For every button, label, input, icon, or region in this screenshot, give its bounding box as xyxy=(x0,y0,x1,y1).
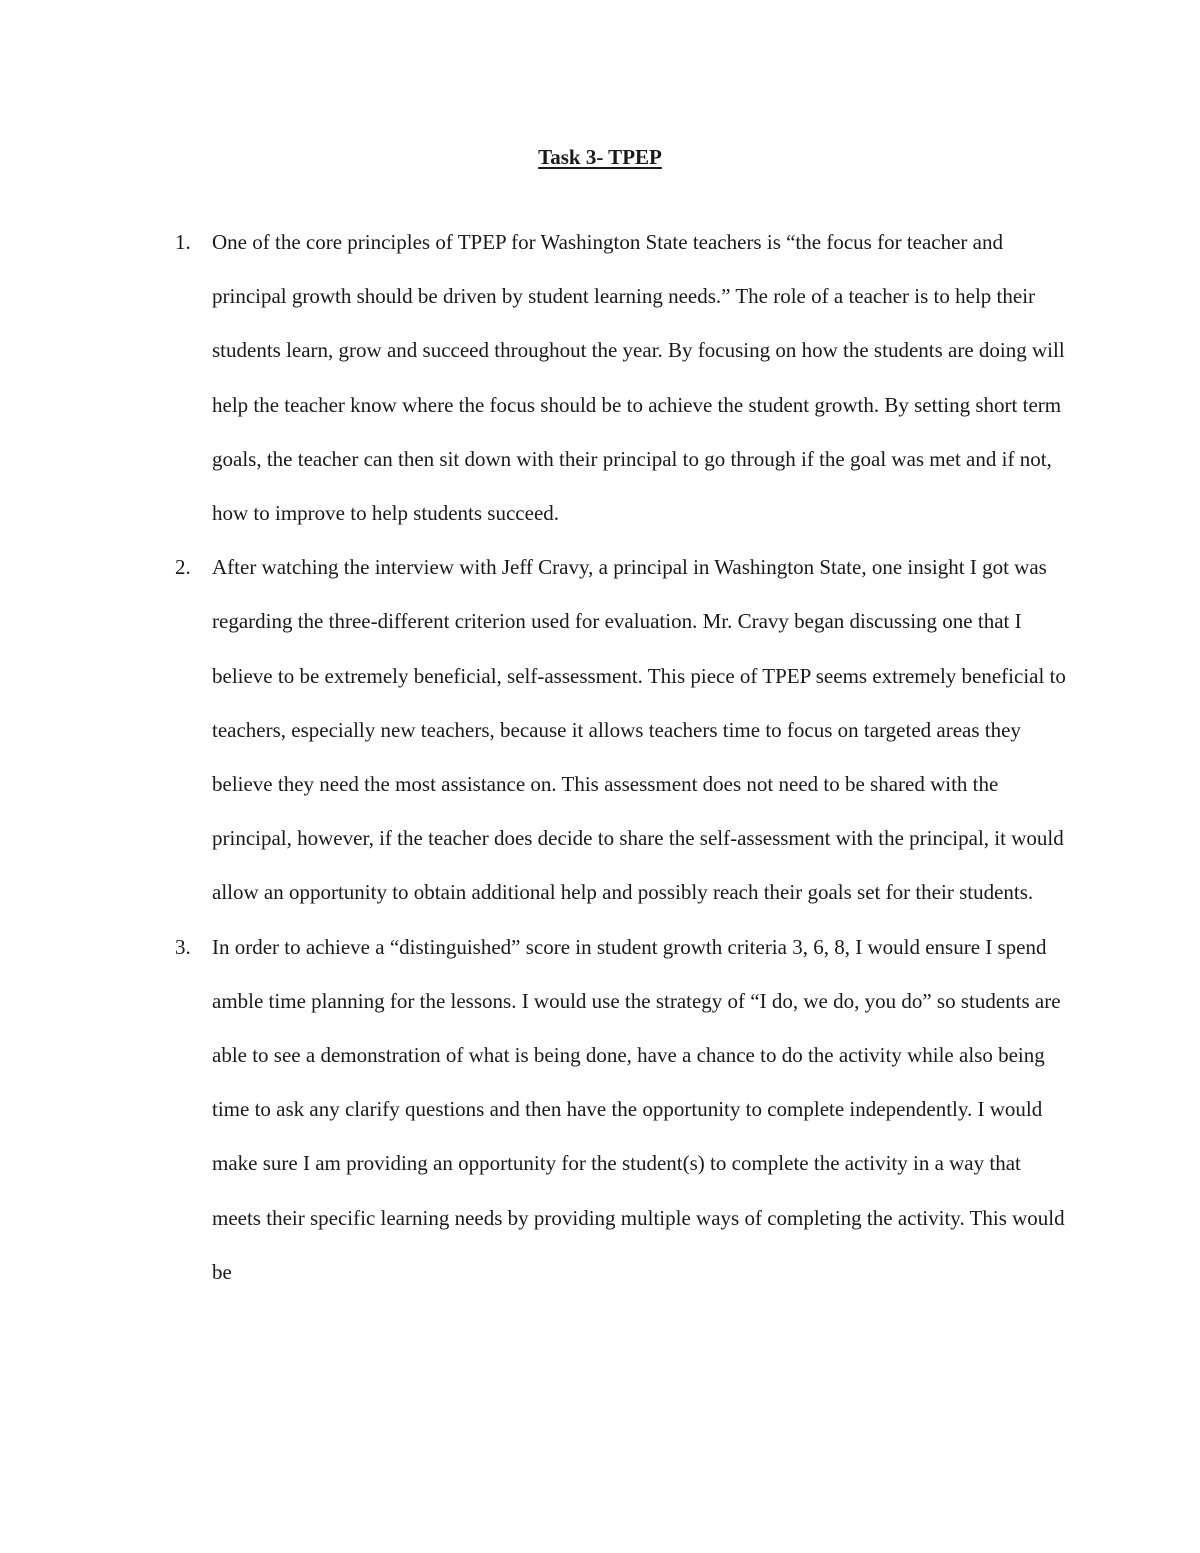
answer-paragraph: After watching the interview with Jeff Cravy, a principal in Washington State, one insight I got was regarding the three-different criterion used for evaluation. Mr. Cravy began discussing one that I believe to be extremely beneficial, self-assessment. This piece of TPEP seems extremely beneficial to teachers, especially new teachers, because it allows teachers time to focus on targeted areas they believe they need the most assistance on. This assessment does not need to be shared with the principal, however, if the teacher does decide to share the self-assessment with the principal, it would allow an opportunity to obtain additional help and possibly reach their goals set for their students. xyxy=(212,555,1066,905)
answer-list xyxy=(175,215,1068,1299)
answer-number: 3. xyxy=(175,934,191,959)
answer-paragraph: In order to achieve a “distinguished” score in student growth criteria 3, 6, 8, I would ensure I spend amble time planning for the lessons. I would use the strategy of “I do, we do, you do” so students are able to see a demonstration of what is being done, have a chance to do the activity while also being time to ask any clarify questions and then have the opportunity to complete independently. I would make sure I am providing an opportunity for the student(s) to complete the activity in a way that meets their specific learning needs by providing multiple ways of completing the activity. This would be xyxy=(212,934,1065,1284)
page-title: Task 3- TPEP xyxy=(538,145,662,169)
list-item-answer-3 xyxy=(175,920,1068,1299)
answer-number: 2. xyxy=(175,555,191,580)
list-item-answer-2 xyxy=(175,540,1068,919)
list-item-answer-1 xyxy=(175,215,1068,540)
answer-paragraph: One of the core principles of TPEP for Washington State teachers is “the focus for teacher and principal growth should be driven by student learning needs.” The role of a teacher is to help their students learn, grow and succeed throughout the year. By focusing on how the students are doing will help the teacher know where the focus should be to achieve the student growth. By setting short term goals, the teacher can then sit down with their principal to go through if the goal was met and if not, how to improve to help students succeed. xyxy=(212,230,1065,526)
answer-number: 1. xyxy=(175,230,191,254)
